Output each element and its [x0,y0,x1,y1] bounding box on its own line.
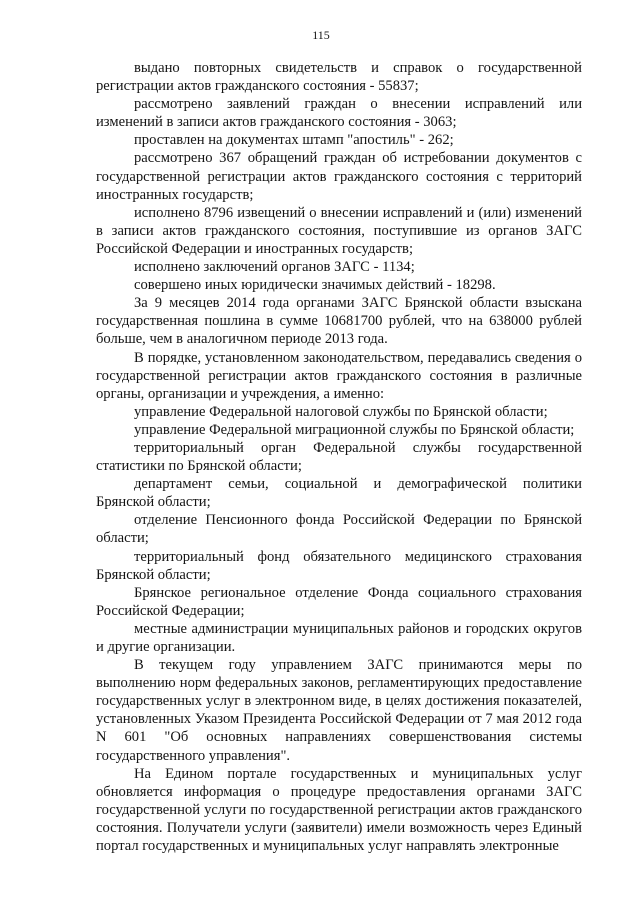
paragraph-apostille: проставлен на документах штамп "апостиль" - 262; [134,132,454,149]
paragraph-electronic-services: В текущем году управлением ЗАГС принимаются меры по выполнению норм федеральных законов, регламентирующих предоставление государственных услуг в электронном виде, в целях достижения показателей, установленных Указом Президента Российской Федерации от 7 мая 2012 года N 601 "Об основных направлениях совершенствования системы государственного управления". [96,657,582,764]
list-item-migration-service: управление Федеральной миграционной службы по Брянской области; [134,421,575,438]
paragraph-other-actions: совершено иных юридически значимых действий - 18298. [134,277,496,294]
paragraph-state-duty: За 9 месяцев 2014 года органами ЗАГС Брянской области взыскана государственная пошлина в сумме 10681700 рублей, что на 638000 рублей больше, чем в аналогичном периоде 2013 года. [96,295,582,348]
paragraph-conclusions: исполнено заключений органов ЗАГС - 1134; [134,259,415,276]
body-text [96,59,582,855]
list-item-medical-insurance: территориальный фонд обязательного медицинского страхования Брянской области; [96,548,582,583]
list-item-statistics: территориальный орган Федеральной службы государственной статистики по Брянской области; [96,439,582,475]
paragraph-unified-portal: На Едином портале государственных и муниципальных услуг обновляется информация о процедуре предоставления органами ЗАГС государственной услуги по государственной регистрации актов гражданского состояния. Получатели услуги (заявители) имели возможность через Единый портал государственных и муниципальных услуг направлять электронные [96,765,582,855]
paragraph-foreign-documents: рассмотрено 367 обращений граждан об истребовании документов с государственной регистрации актов гражданского состояния с территорий иностранных государств; [96,150,582,203]
list-item-family-department: департамент семьи, социальной и демографической политики Брянской области; [96,476,582,511]
list-item-social-insurance: Брянское региональное отделение Фонда социального страхования Российской Федерации; [96,584,582,619]
paragraph-information-transfer: В порядке, установленном законодательством, передавались сведения о государственной регистрации актов гражданского состояния в различные органы, организации и учреждения, а именно: [96,349,582,402]
paragraph-notices-executed: исполнено 8796 извещений о внесении исправлений и (или) изменений в записи актов гражданского состояния, поступившие из органов ЗАГС Российской Федерации и иностранных государств; [96,204,582,257]
list-item-tax-service: управление Федеральной налоговой службы по Брянской области; [134,403,548,420]
paragraph-correction-requests: рассмотрено заявлений граждан о внесении исправлений или изменений в записи актов гражданского состояния - 3063; [96,96,582,131]
page-number: 115 [312,28,330,42]
list-item-pension-fund: отделение Пенсионного фонда Российской Федерации по Брянской области; [96,512,582,547]
list-item-local-administrations: местные администрации муниципальных районов и городских округов и другие организации. [96,620,582,655]
paragraph-repeat-certificates: выдано повторных свидетельств и справок о государственной регистрации актов гражданского состояния - 55837; [96,60,582,95]
